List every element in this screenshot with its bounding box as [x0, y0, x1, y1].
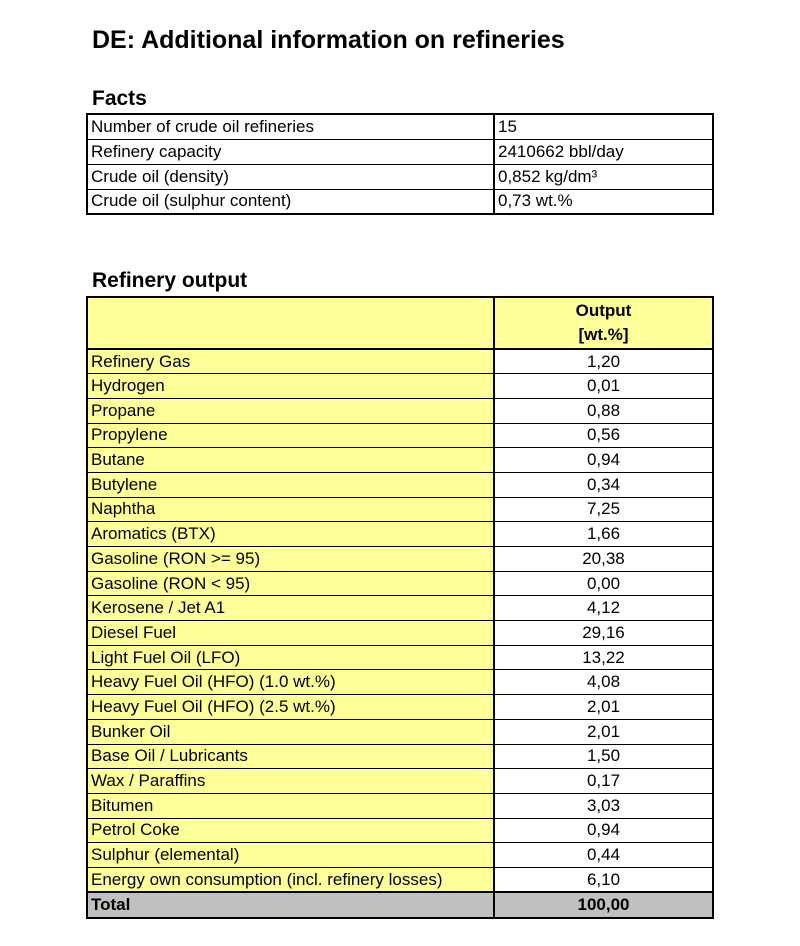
output-row [87, 793, 713, 818]
product-label: Energy own consumption (incl. refinery losses) [87, 867, 494, 892]
output-row [87, 497, 713, 522]
page-title: DE: Additional information on refineries [92, 26, 565, 54]
output-row [87, 349, 713, 374]
total-value: 100,00 [494, 892, 713, 918]
output-row [87, 448, 713, 473]
product-value: 20,38 [494, 547, 713, 572]
fact-value: 0,852 kg/dm³ [494, 164, 713, 189]
output-column-header-line2: [wt.%] [578, 325, 629, 344]
product-label: Diesel Fuel [87, 621, 494, 646]
fact-label: Number of crude oil refineries [87, 114, 494, 139]
product-label: Naphtha [87, 497, 494, 522]
output-row [87, 596, 713, 621]
product-value: 2,01 [494, 695, 713, 720]
product-value: 2,01 [494, 719, 713, 744]
product-value: 1,20 [494, 349, 713, 374]
fact-label: Refinery capacity [87, 139, 494, 164]
output-heading: Refinery output [92, 269, 248, 292]
output-row [87, 472, 713, 497]
output-row [87, 744, 713, 769]
output-row [87, 571, 713, 596]
product-label: Refinery Gas [87, 349, 494, 374]
output-total-row [87, 892, 713, 918]
output-row [87, 867, 713, 892]
facts-row [87, 114, 713, 139]
product-value: 29,16 [494, 621, 713, 646]
product-label: Wax / Paraffins [87, 769, 494, 794]
product-label: Sulphur (elemental) [87, 843, 494, 868]
output-header-row [87, 297, 713, 349]
output-row [87, 398, 713, 423]
output-row [87, 374, 713, 399]
product-label: Gasoline (RON >= 95) [87, 547, 494, 572]
facts-table [86, 113, 714, 215]
product-value: 7,25 [494, 497, 713, 522]
product-label: Base Oil / Lubricants [87, 744, 494, 769]
product-value: 0,94 [494, 818, 713, 843]
product-value: 3,03 [494, 793, 713, 818]
product-label: Light Fuel Oil (LFO) [87, 645, 494, 670]
facts-row [87, 164, 713, 189]
output-row [87, 645, 713, 670]
fact-value: 2410662 bbl/day [494, 139, 713, 164]
product-label: Gasoline (RON < 95) [87, 571, 494, 596]
facts-row [87, 139, 713, 164]
product-value: 0,94 [494, 448, 713, 473]
output-row [87, 670, 713, 695]
output-column-header [494, 297, 713, 349]
product-label: Aromatics (BTX) [87, 522, 494, 547]
facts-heading: Facts [92, 87, 147, 110]
fact-value: 15 [494, 114, 713, 139]
product-value: 1,50 [494, 744, 713, 769]
product-label: Butylene [87, 472, 494, 497]
product-label: Butane [87, 448, 494, 473]
product-value: 13,22 [494, 645, 713, 670]
output-row [87, 769, 713, 794]
product-label: Propylene [87, 423, 494, 448]
product-label: Kerosene / Jet A1 [87, 596, 494, 621]
product-label: Bunker Oil [87, 719, 494, 744]
product-value: 1,66 [494, 522, 713, 547]
output-row [87, 818, 713, 843]
output-row [87, 547, 713, 572]
output-row [87, 719, 713, 744]
product-value: 4,08 [494, 670, 713, 695]
total-label: Total [87, 892, 494, 918]
product-label: Bitumen [87, 793, 494, 818]
product-value: 0,17 [494, 769, 713, 794]
refinery-output-table [86, 296, 714, 919]
product-value: 0,88 [494, 398, 713, 423]
output-column-header-line1: Output [575, 301, 632, 320]
product-value: 0,34 [494, 472, 713, 497]
product-value: 6,10 [494, 867, 713, 892]
product-label: Heavy Fuel Oil (HFO) (2.5 wt.%) [87, 695, 494, 720]
product-value: 0,44 [494, 843, 713, 868]
output-row [87, 621, 713, 646]
fact-label: Crude oil (density) [87, 164, 494, 189]
facts-row [87, 189, 713, 214]
output-row [87, 843, 713, 868]
output-row [87, 695, 713, 720]
product-label: Heavy Fuel Oil (HFO) (1.0 wt.%) [87, 670, 494, 695]
product-value: 4,12 [494, 596, 713, 621]
product-label: Petrol Coke [87, 818, 494, 843]
output-header-blank [87, 297, 494, 349]
output-row [87, 522, 713, 547]
product-label: Propane [87, 398, 494, 423]
product-value: 0,01 [494, 374, 713, 399]
output-row [87, 423, 713, 448]
product-value: 0,00 [494, 571, 713, 596]
product-label: Hydrogen [87, 374, 494, 399]
fact-value: 0,73 wt.% [494, 189, 713, 214]
fact-label: Crude oil (sulphur content) [87, 189, 494, 214]
product-value: 0,56 [494, 423, 713, 448]
